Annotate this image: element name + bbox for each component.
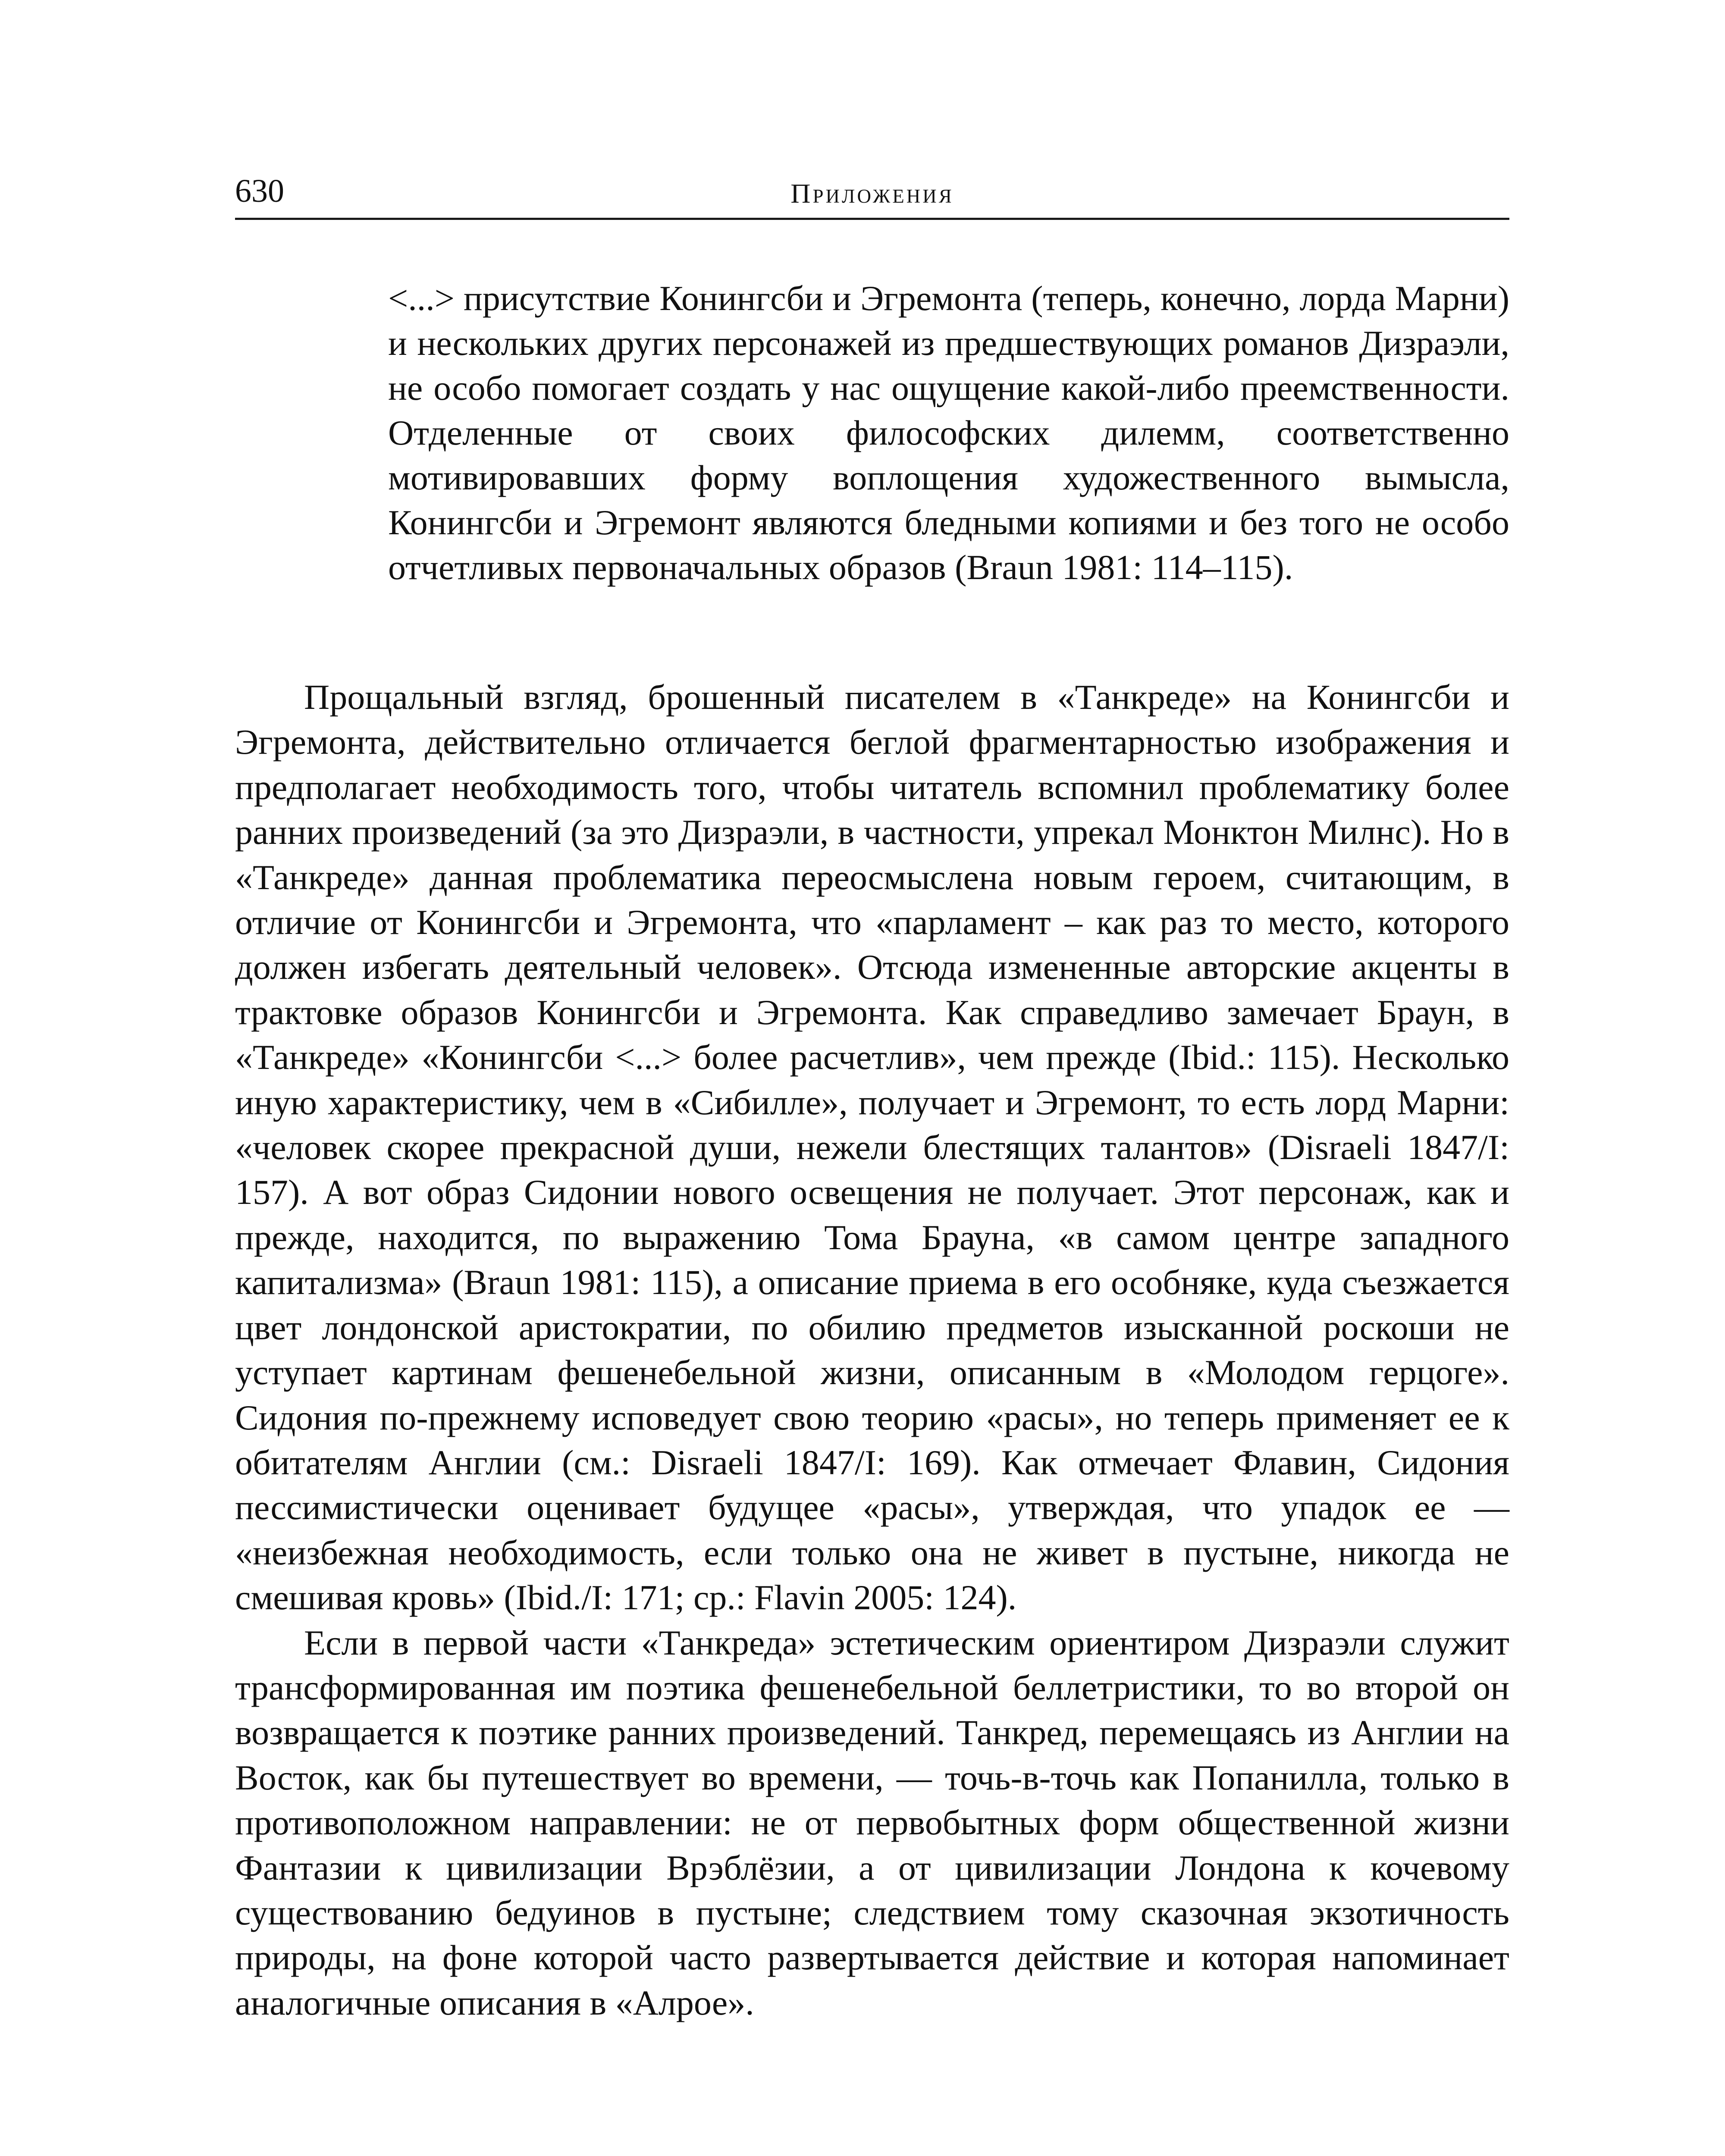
page-number: 630 xyxy=(235,173,284,209)
paragraph-2: Если в первой части «Танкреда» эстетическим ориентиром Дизраэли служит трансформированная им поэтика фешенебельной беллетристики, то во второй он возвращается к поэтике ранних произведений. Танкред, перемещаясь из Англии на Восток, как бы путешествует во времени, — точь-в-точь как Попанилла, только в противоположном направлении: не от первобытных форм общественной жизни Фантазии к цивилизации Врэблёзии, а от цивилизации Лондона к кочевому существованию бедуинов в пустыне; следствием тому сказочная экзотичность природы, на фоне которой часто развертывается действие и которая напоминает аналогичные описания в «Алрое». xyxy=(235,1623,1509,2022)
paragraph-1: Прощальный взгляд, брошенный писателем в «Танкреде» на Конингсби и Эгремонта, действительно отличается беглой фрагментарностью изображения и предполагает необходимость того, чтобы читатель вспомнил проблематику более ранних произведений (за это Дизраэли, в частности, упрекал Монктон Милнс). Но в «Танкреде» данная проблематика переосмыслена новым героем, считающим, в отличие от Конингсби и Эгремонта, что «парламент – как раз то место, которого должен избегать деятельный человек». Отсюда измененные авторские акценты в трактовке образов Конингсби и Эгремонта. Как справедливо замечает Браун, в «Танкреде» «Конингсби <...> более расчетлив», чем прежде (Ibid.: 115). Несколько иную характеристику, чем в «Сибилле», получает и Эгремонт, то есть лорд Марни: «человек скорее прекрасной души, нежели блестящих талантов» (Disraeli 1847/I: 157). А вот образ Сидонии нового освещения не получает. Этот персонаж, как и прежде, находится, по выражению Тома Брауна, «в самом центре западного капитализма» (Braun 1981: 115), а описание приема в его особняке, куда съезжается цвет лондонской аристократии, по обилию предметов изысканной роскоши не уступает картинам фешенебельной жизни, описанным в «Молодом герцоге». Сидония по-прежнему исповедует свою теорию «расы», но теперь применяет ее к обитателям Англии (см.: Disraeli 1847/I: 169). Как отмечает Флавин, Сидония пессимистически оценивает будущее «расы», утверждая, что упадок ее — «неизбежная необходимость, если только она не живет в пустыне, никогда не смешивая кровь» (Ibid./I: 171; ср.: Flavin 2005: 124). xyxy=(235,677,1509,1617)
body-text xyxy=(235,675,1509,2025)
running-head xyxy=(235,164,1509,220)
block-quote: <...> присутствие Конингсби и Эгремонта (теперь, конечно, лорда Марни) и нескольких других персонажей из предшествующих романов Дизраэли, не особо помогает создать у нас ощущение какой-либо преемственности. Отделенные от своих философских дилемм, соответственно мотивировавших форму воплощения художественного вымысла, Конингсби и Эгремонт являются бледными копиями и без того не особо отчетливых первоначальных образов (Braun 1981: 114–115). xyxy=(388,279,1509,587)
section-title: Приложения xyxy=(790,178,954,209)
